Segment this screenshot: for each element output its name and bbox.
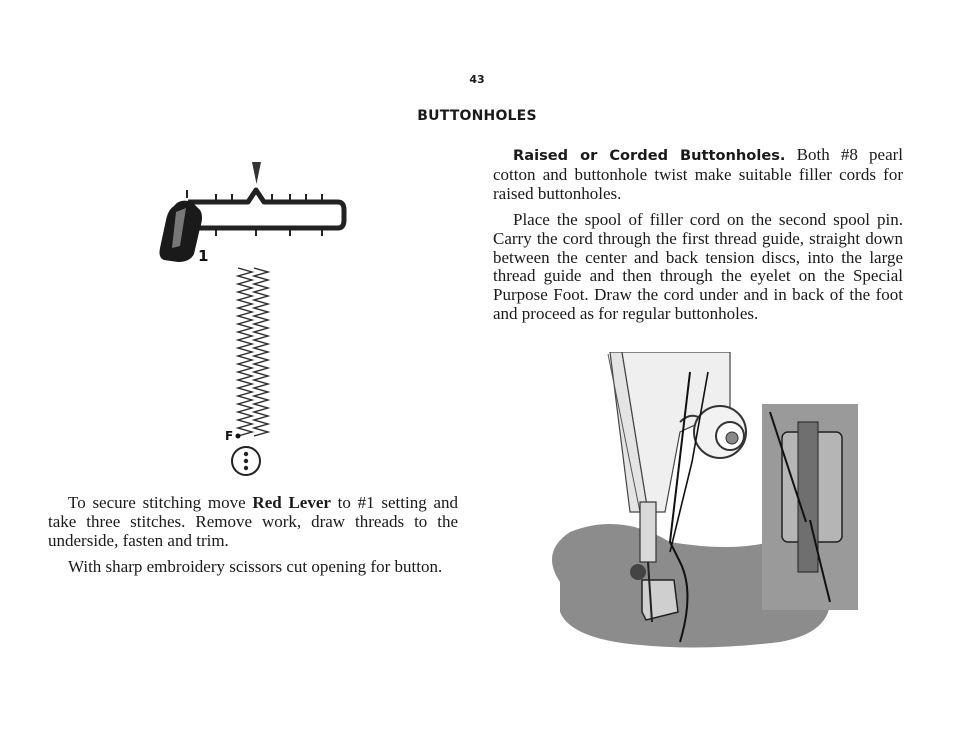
lever-slot <box>188 190 344 228</box>
stitch-label: F <box>225 429 234 443</box>
paragraph: To secure stitching move Red Lever to #1 setting and take three stitches. Remove work, draw threads to the underside, fasten and trim. <box>48 493 459 550</box>
paragraph: Place the spool of filler cord on the second spool pin. Carry the cord through the first thread guide, straight down between the center and back tension discs, into the large thread guide and then through the eyelet on the Special Purpose Foot. Draw the cord under and in back of the foot and proceed as for regular buttonholes. <box>493 209 903 324</box>
buttonhole-stitch-column <box>238 268 268 436</box>
sewing-machine-illustration <box>530 352 860 652</box>
section-heading: Raised or Corded Buttonholes. <box>513 147 786 164</box>
paragraph: With sharp embroidery scissors cut opening for button. <box>68 556 443 576</box>
red-lever-term: Red Lever <box>252 493 331 512</box>
zigzag-stitch <box>254 268 268 436</box>
secure-stitching-section <box>48 494 458 577</box>
pointer-arrow-icon <box>252 162 261 184</box>
page-number: 43 <box>469 73 485 86</box>
zigzag-stitch <box>238 268 252 436</box>
lever-setting-label: 1 <box>198 247 209 265</box>
corded-buttonholes-section <box>493 146 903 324</box>
foot-screw-icon <box>630 564 646 580</box>
page-title: BUTTONHOLES <box>417 108 537 124</box>
special-purpose-foot <box>642 580 678 620</box>
needle-bar <box>640 502 656 562</box>
paragraph: Raised or Corded Buttonholes. Both #8 pearl cotton and buttonhole twist make suitable filler cords for raised buttonholes. <box>493 145 903 203</box>
lever-setting-diagram <box>150 150 360 480</box>
